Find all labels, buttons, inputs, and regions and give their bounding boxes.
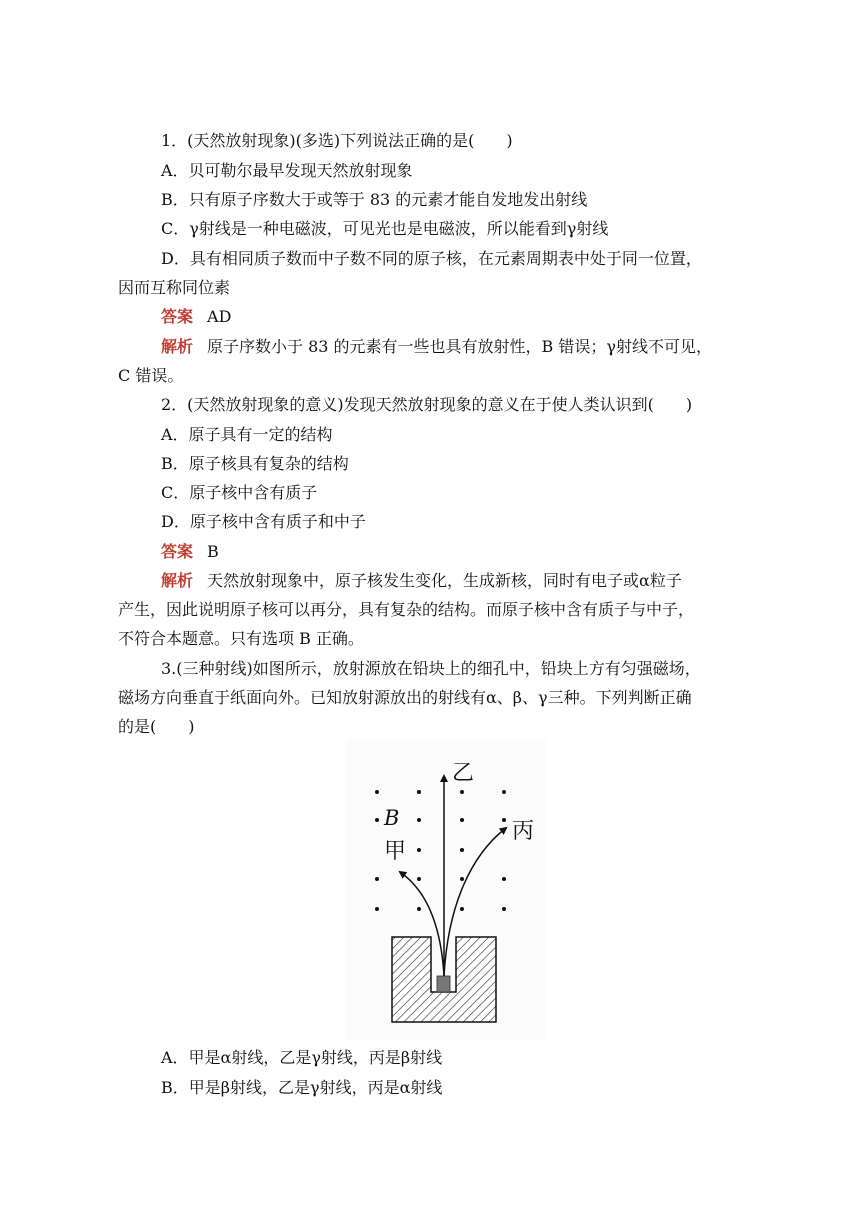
analysis-label: 解析 [161, 337, 194, 356]
answer-label: 答案 [161, 307, 194, 326]
q2-analysis-cont2: 不符合本题意。只有选项 B 正确。 [118, 629, 364, 648]
q2-analysis-cont: 产生，因此说明原子核可以再分，具有复杂的结构。而原子核中含有质子与中子， [118, 600, 695, 619]
q1-option-d: D．具有相同质子数而中子数不同的原子核，在元素周期表中处于同一位置， [161, 249, 702, 268]
q1-option-d-cont: 因而互称同位素 [118, 278, 231, 297]
q3-option-a: A．甲是α射线，乙是γ射线，丙是β射线 [161, 1048, 443, 1067]
q1-analysis [161, 336, 712, 358]
label-yi: 乙 [452, 761, 475, 786]
answer-label: 答案 [161, 542, 194, 561]
analysis-text: 天然放射现象中，原子核发生变化，生成新核，同时有电子或α粒子 [207, 571, 682, 590]
q1-option-b: B．只有原子序数大于或等于 83 的元素才能自发地发出射线 [161, 190, 588, 209]
radiation-source [437, 976, 450, 992]
q3-option-b: B．甲是β射线，乙是γ射线，丙是α射线 [161, 1078, 443, 1097]
q2-answer [161, 541, 219, 563]
q2-option-b: B．原子核具有复杂的结构 [161, 454, 349, 473]
label-jia: 甲 [384, 839, 407, 864]
label-field-b: B [384, 806, 400, 830]
q2-option-c: C．原子核中含有质子 [161, 483, 318, 502]
analysis-label: 解析 [161, 571, 194, 590]
q2-analysis [161, 570, 682, 592]
q3-stem-cont: 磁场方向垂直于纸面向外。已知放射源放出的射线有α、β、γ三种。下列判断正确 [118, 688, 692, 707]
q2-option-a: A．原子具有一定的结构 [161, 425, 333, 444]
label-bing: 丙 [512, 819, 535, 844]
q1-option-c: C．γ射线是一种电磁波，可见光也是电磁波，所以能看到γ射线 [161, 219, 609, 238]
q3-stem-cont2: 的是( ) [118, 717, 195, 736]
q1-analysis-cont: C 错误。 [118, 366, 184, 385]
analysis-text: 原子序数小于 83 的元素有一些也具有放射性，B 错误；γ射线不可见， [207, 337, 712, 356]
q1-stem: 1．(天然放射现象)(多选)下列说法正确的是( ) [161, 131, 513, 150]
answer-value: B [207, 542, 219, 561]
q1-option-a: A．贝可勒尔最早发现天然放射现象 [161, 161, 413, 180]
q1-answer [161, 306, 231, 328]
radiation-figure [346, 740, 546, 1040]
q3-stem: 3.(三种射线)如图所示，放射源放在铅块上的细孔中，铅块上方有匀强磁场， [161, 659, 701, 678]
q2-stem: 2．(天然放射现象的意义)发现天然放射现象的意义在于使人类认识到( ) [161, 395, 693, 414]
answer-value: AD [207, 307, 232, 326]
q2-option-d: D．原子核中含有质子和中子 [161, 512, 366, 531]
